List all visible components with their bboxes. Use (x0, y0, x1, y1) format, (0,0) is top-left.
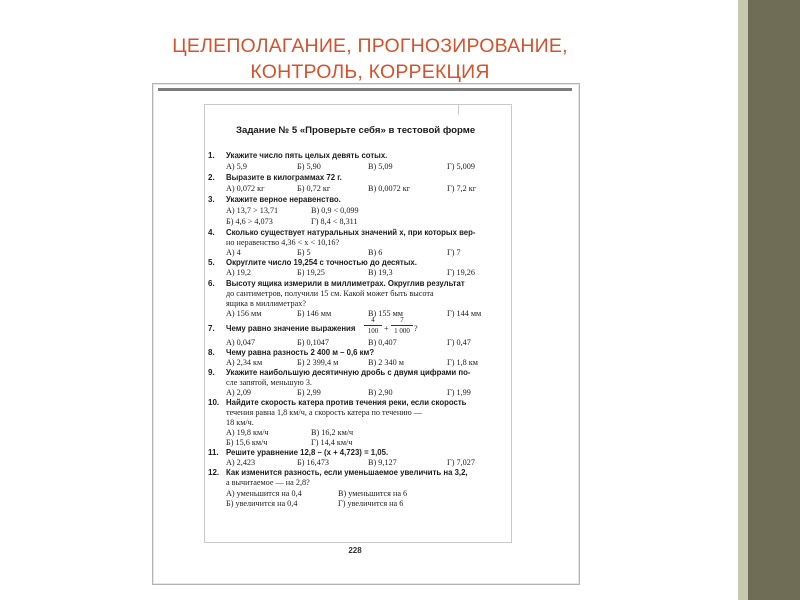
question-text: 18 км/ч. (226, 418, 254, 427)
option: Б) 19,25 (297, 268, 325, 277)
option: А) 156 мм (226, 309, 262, 318)
question-number: 4. (208, 228, 215, 237)
question-number: 9. (208, 368, 215, 377)
option: Б) увеличится на 0,4 (226, 499, 298, 508)
question-number: 10. (208, 398, 220, 407)
question-1 (208, 151, 388, 161)
option: Г) увеличится на 6 (338, 499, 404, 508)
option: А) 4 (226, 248, 241, 257)
option: Б) 0,72 кг (297, 184, 331, 193)
option: Б) 146 мм (297, 309, 332, 318)
question-number: 7. (208, 324, 215, 333)
question-text: Чему равна разность 2 400 м – 0,6 км? (226, 348, 375, 357)
option: А) 19,2 (226, 268, 252, 277)
side-strip (748, 0, 800, 600)
option: В) 2 340 м (368, 358, 404, 367)
question-text: ящика в миллиметрах? (226, 299, 306, 308)
fraction-denominator: 1 000 (394, 327, 410, 335)
question-text: до сантиметров, получили 15 см. Какой может быть высота (226, 289, 434, 298)
question-number: 5. (208, 258, 215, 267)
slide-title-line-1: ЦЕЛЕПОЛАГАНИЕ, ПРОГНОЗИРОВАНИЕ, (172, 35, 568, 57)
option: Г) 1,99 (447, 388, 471, 397)
question-number: 2. (208, 173, 215, 182)
question-number: 11. (208, 448, 219, 457)
fraction-numerator: 7 (400, 316, 404, 324)
option: Б) 0,1047 (297, 338, 329, 347)
option: Г) 7,027 (447, 458, 475, 467)
question-text: Округлите число 19,254 с точностью до десятых. (226, 258, 417, 267)
option: А) уменьшится на 0,4 (226, 489, 302, 498)
question-text: Решите уравнение 12,8 – (x + 4,723) = 1,05. (226, 448, 389, 457)
question-text: но неравенство 4,36 < x < 10,16? (226, 238, 340, 247)
question-6-line-2 (226, 289, 434, 299)
option: Б) 15,6 км/ч (226, 438, 268, 447)
option: В) 0,9 < 0,099 (311, 206, 359, 215)
option: В) 2,90 (368, 388, 393, 397)
question-10 (208, 398, 467, 408)
question-text: Найдите скорость катера против течения реки, если скорость (226, 398, 467, 407)
option: Г) 7,2 кг (447, 184, 477, 193)
option: А) 19,8 км/ч (226, 428, 269, 437)
fraction-2 (391, 316, 413, 335)
question-text: Укажите верное неравенство. (226, 195, 341, 204)
option: Г) 144 мм (447, 309, 482, 318)
page-number: 228 (348, 546, 362, 555)
option: А) 0,047 (226, 338, 256, 347)
question-5 (208, 258, 417, 268)
question-text: Укажите число пять целых девять сотых. (226, 151, 388, 160)
question-3 (208, 195, 341, 205)
question-text: Укажите наибольшую десятичную дробь с двумя цифрами по- (226, 368, 471, 377)
option: В) 155 мм (368, 309, 403, 318)
question-10-line-2 (226, 408, 422, 418)
question-12 (208, 468, 468, 478)
question-text: Чему равно значение выражения (226, 324, 356, 333)
question-6-line-3 (226, 299, 306, 309)
slide-title-line-2: КОНТРОЛЬ, КОРРЕКЦИЯ (250, 61, 490, 83)
option: А) 2,09 (226, 388, 252, 397)
question-mark: ? (414, 324, 418, 333)
question-number: 6. (208, 279, 215, 288)
option: А) 0,072 кг (226, 184, 265, 193)
option: В) 0,407 (368, 338, 397, 347)
option: В) 9,127 (368, 458, 397, 467)
question-8 (208, 348, 375, 358)
question-text: а вычитаемое — на 2,8? (226, 478, 310, 487)
question-10-line-3 (226, 418, 254, 428)
option: Г) 14,4 км/ч (311, 438, 353, 447)
option: Б) 5,90 (297, 162, 321, 171)
question-number: 1. (208, 151, 215, 160)
option: Г) 19,26 (447, 268, 475, 277)
fraction-1 (364, 316, 382, 335)
question-number: 12. (208, 468, 220, 477)
plus-sign: + (384, 324, 389, 333)
option: А) 13,7 > 13,71 (226, 206, 279, 215)
question-number: 8. (208, 348, 215, 357)
question-6 (208, 279, 465, 289)
question-text: Высоту ящика измерили в миллиметрах. Округлив результат (226, 279, 465, 288)
question-2 (208, 173, 342, 183)
option: Б) 2 399,4 м (297, 358, 339, 367)
question-12-line-2 (226, 478, 310, 488)
question-4-line-2 (226, 238, 339, 248)
slide-title (150, 33, 590, 85)
option: А) 2,423 (226, 458, 256, 467)
option: В) уменьшится на 6 (338, 489, 408, 498)
textbook-page-tab (458, 104, 511, 115)
option: Б) 16,473 (297, 458, 329, 467)
question-number: 3. (208, 195, 215, 204)
question-11 (208, 448, 389, 458)
option: Б) 4,6 > 4,073 (226, 217, 273, 226)
option: А) 2,34 км (226, 358, 263, 367)
option: В) 6 (368, 248, 383, 257)
question-text: течения равна 1,8 км/ч, а скорость катера по течению — (226, 408, 422, 417)
question-text: сле запятой, меньшую 3. (226, 378, 312, 387)
scanned-page-top-edge (158, 88, 572, 91)
option: Г) 1,8 км (447, 358, 478, 367)
option: Г) 7 (447, 248, 461, 257)
option: Б) 2,99 (297, 388, 321, 397)
side-strip-light (738, 0, 748, 600)
option: В) 5,09 (368, 162, 393, 171)
question-9 (208, 368, 471, 378)
option: Г) 5,009 (447, 162, 475, 171)
option: Б) 5 (297, 248, 311, 257)
option: Г) 8,4 < 8,311 (311, 217, 358, 226)
question-text: Как изменится разность, если уменьшаемое увеличить на 3,2, (226, 468, 468, 477)
option: В) 0,0072 кг (368, 184, 411, 193)
task-heading: Задание № 5 «Проверьте себя» в тестовой форме (236, 125, 476, 136)
question-7 (208, 324, 356, 334)
question-4 (208, 228, 476, 238)
fraction-numerator: 4 (371, 316, 375, 324)
question-9-line-2 (226, 378, 312, 388)
option: А) 5,9 (226, 162, 247, 171)
question-text: Сколько существует натуральных значений x, при которых вер- (226, 228, 476, 237)
option: Г) 0,47 (447, 338, 471, 347)
option: В) 16,2 км/ч (311, 428, 354, 437)
fraction-denominator: 100 (367, 327, 379, 335)
option: В) 19,3 (368, 268, 393, 277)
question-text: Выразите в килограммах 72 г. (226, 173, 342, 182)
